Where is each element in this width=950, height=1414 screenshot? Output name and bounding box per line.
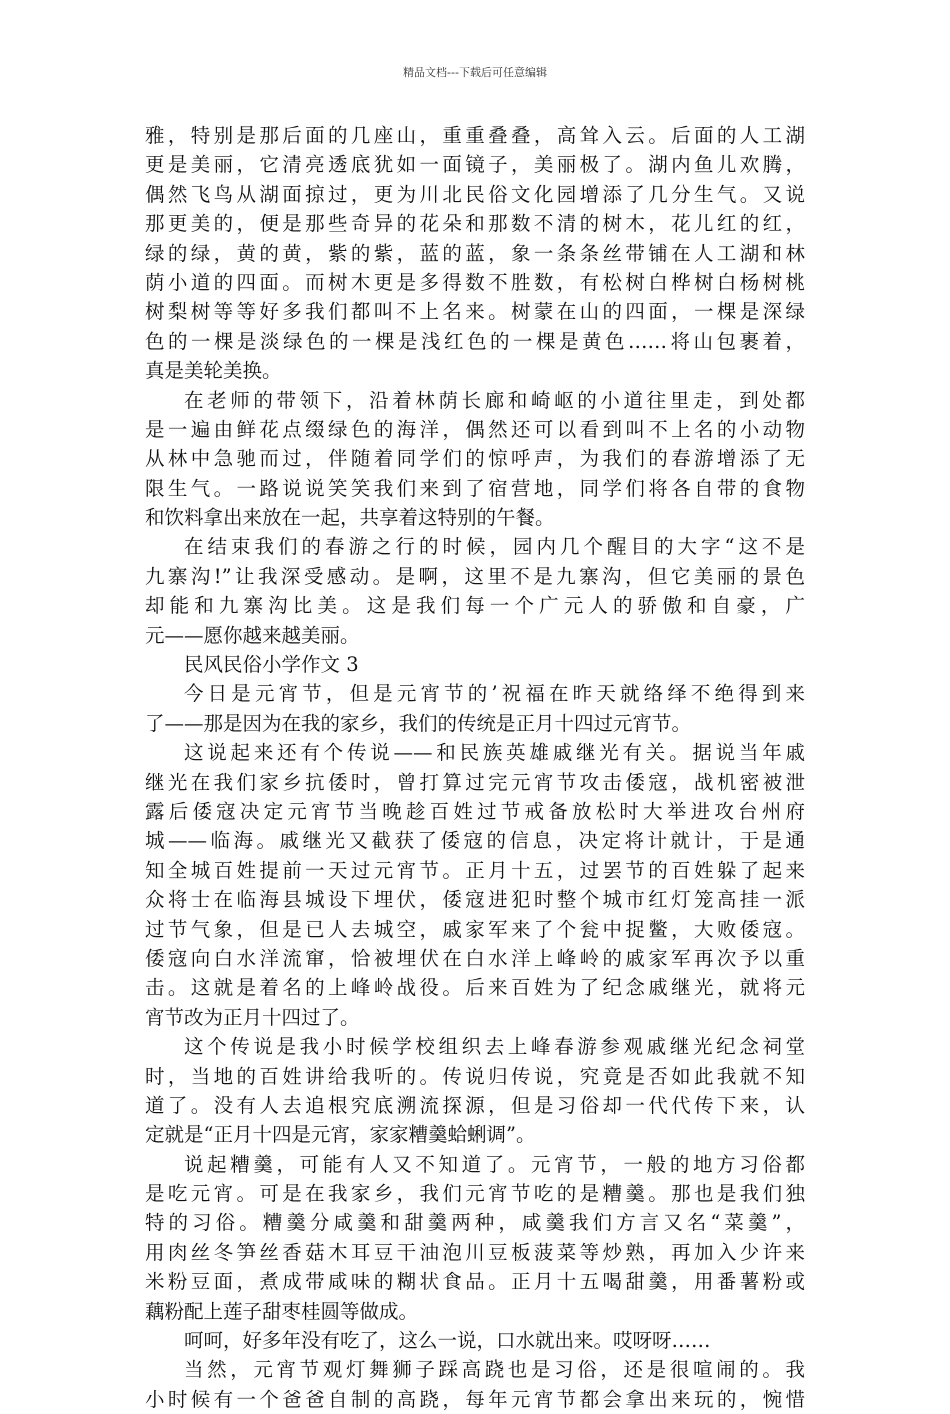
text-line: 在老师的带领下，沿着林荫长廊和崎岖的小道往里走，到处都 [184,388,805,412]
text-line: 和饮料拿出来放在一起，共享着这特别的午餐。 [145,506,555,530]
text-line: 元——愿你越来越美丽。 [145,623,360,647]
text-line: 藕粉配上莲子甜枣桂圆等做成。 [145,1299,419,1323]
text-line: 那更美的，便是那些奇异的花朵和那数不清的树木，花儿红的红， [145,212,805,236]
text-line: 偶然飞鸟从湖面掠过，更为川北民俗文化园增添了几分生气。又说 [145,182,805,206]
text-line: 宵节改为正月十四过了。 [145,1005,360,1029]
text-line: 道了。没有人去追根究底溯流探源，但是习俗却一代代传下来，认 [145,1093,805,1117]
text-line: 击。这就是着名的上峰岭战役。后来百姓为了纪念戚继光，就将元 [145,976,805,1000]
text-line: 九寨沟!”让我深受感动。是啊，这里不是九寨沟，但它美丽的景色 [145,564,805,588]
document-body [145,121,805,1414]
text-line: 了——那是因为在我的家乡，我们的传统是正月十四过元宵节。 [145,711,692,735]
text-line: 是一遍由鲜花点缀绿色的海洋，偶然还可以看到叫不上名的小动物 [145,417,805,441]
text-line: 呵呵，好多年没有吃了，这么一说，口水就出来。哎呀呀…… [184,1329,711,1353]
text-line: 民风民俗小学作文 3 [184,653,359,677]
text-line: 色的一棵是淡绿色的一棵是浅红色的一棵是黄色……将山包裹着， [145,329,805,353]
text-line: 更是美丽，它清亮透底犹如一面镜子，美丽极了。湖内鱼儿欢腾， [145,153,805,177]
text-line: 荫小道的四面。而树木更是多得数不胜数，有松树白桦树白杨树桃 [145,270,805,294]
text-line: 是吃元宵。可是在我家乡，我们元宵节吃的是糟羹。那也是我们独 [145,1182,805,1206]
text-line: 真是美轮美换。 [145,359,282,383]
text-line: 时，当地的百姓讲给我听的。传说归传说，究竟是否如此我就不知 [145,1064,805,1088]
text-line: 定就是“正月十四是元宵，家家糟羹蛤蜊调”。 [145,1123,536,1147]
text-line: 今日是元宵节，但是元宵节的’祝福在昨天就络绎不绝得到来 [184,682,805,706]
text-line: 过节气象，但是已人去城空，戚家军来了个瓮中捉鳖，大败倭寇。 [145,917,805,941]
text-line: 限生气。一路说说笑笑我们来到了宿营地，同学们将各自带的食物 [145,476,805,500]
text-line: 从林中急驰而过，伴随着同学们的惊呼声，为我们的春游增添了无 [145,447,805,471]
text-line: 特的习俗。糟羹分咸羹和甜羹两种，咸羹我们方言又名“菜羹”， [145,1211,805,1235]
text-line: 说起糟羹，可能有人又不知道了。元宵节，一般的地方习俗都 [184,1152,805,1176]
text-line: 雅，特别是那后面的几座山，重重叠叠，高耸入云。后面的人工湖 [145,124,805,147]
text-line: 在结束我们的春游之行的时候，园内几个醒目的大字“这不是 [184,535,805,559]
text-line: 当然，元宵节观灯舞狮子踩高跷也是习俗，还是很喧闹的。我 [184,1358,805,1382]
page-header: 精品文档---下载后可任意编辑 [403,66,547,79]
text-line: 这个传说是我小时候学校组织去上峰春游参观戚继光纪念祠堂 [184,1035,805,1059]
text-line: 这说起来还有个传说——和民族英雄戚继光有关。据说当年戚 [184,741,805,765]
text-line: 知全城百姓提前一天过元宵节。正月十五，过罢节的百姓躲了起来 [145,858,805,882]
text-line: 小时候有一个爸爸自制的高跷，每年元宵节都会拿出来玩的，惋惜 [145,1387,805,1411]
text-line: 露后倭寇决定元宵节当晚趁百姓过节戒备放松时大举进攻台州府 [145,799,805,823]
text-line: 城——临海。戚继光又截获了倭寇的信息，决定将计就计，于是通 [145,829,805,853]
text-line: 树梨树等等好多我们都叫不上名来。树蒙在山的四面，一棵是深绿 [145,300,805,324]
text-line: 却能和九寨沟比美。这是我们每一个广元人的骄傲和自豪，广 [145,594,805,618]
text-line: 用肉丝冬笋丝香菇木耳豆干油泡川豆板菠菜等炒熟，再加入少许来 [145,1240,805,1264]
text-line: 继光在我们家乡抗倭时，曾打算过完元宵节攻击倭寇，战机密被泄 [145,770,805,794]
text-line: 米粉豆面，煮成带咸味的糊状食品。正月十五喝甜羹，用番薯粉或 [145,1270,805,1294]
text-line: 倭寇向白水洋流窜，恰被埋伏在白水洋上峰岭的戚家军再次予以重 [145,946,805,970]
text-line: 众将士在临海县城设下埋伏，倭寇进犯时整个城市红灯笼高挂一派 [145,888,805,912]
text-line: 绿的绿，黄的黄，紫的紫，蓝的蓝，象一条条丝带铺在人工湖和林 [145,241,805,265]
